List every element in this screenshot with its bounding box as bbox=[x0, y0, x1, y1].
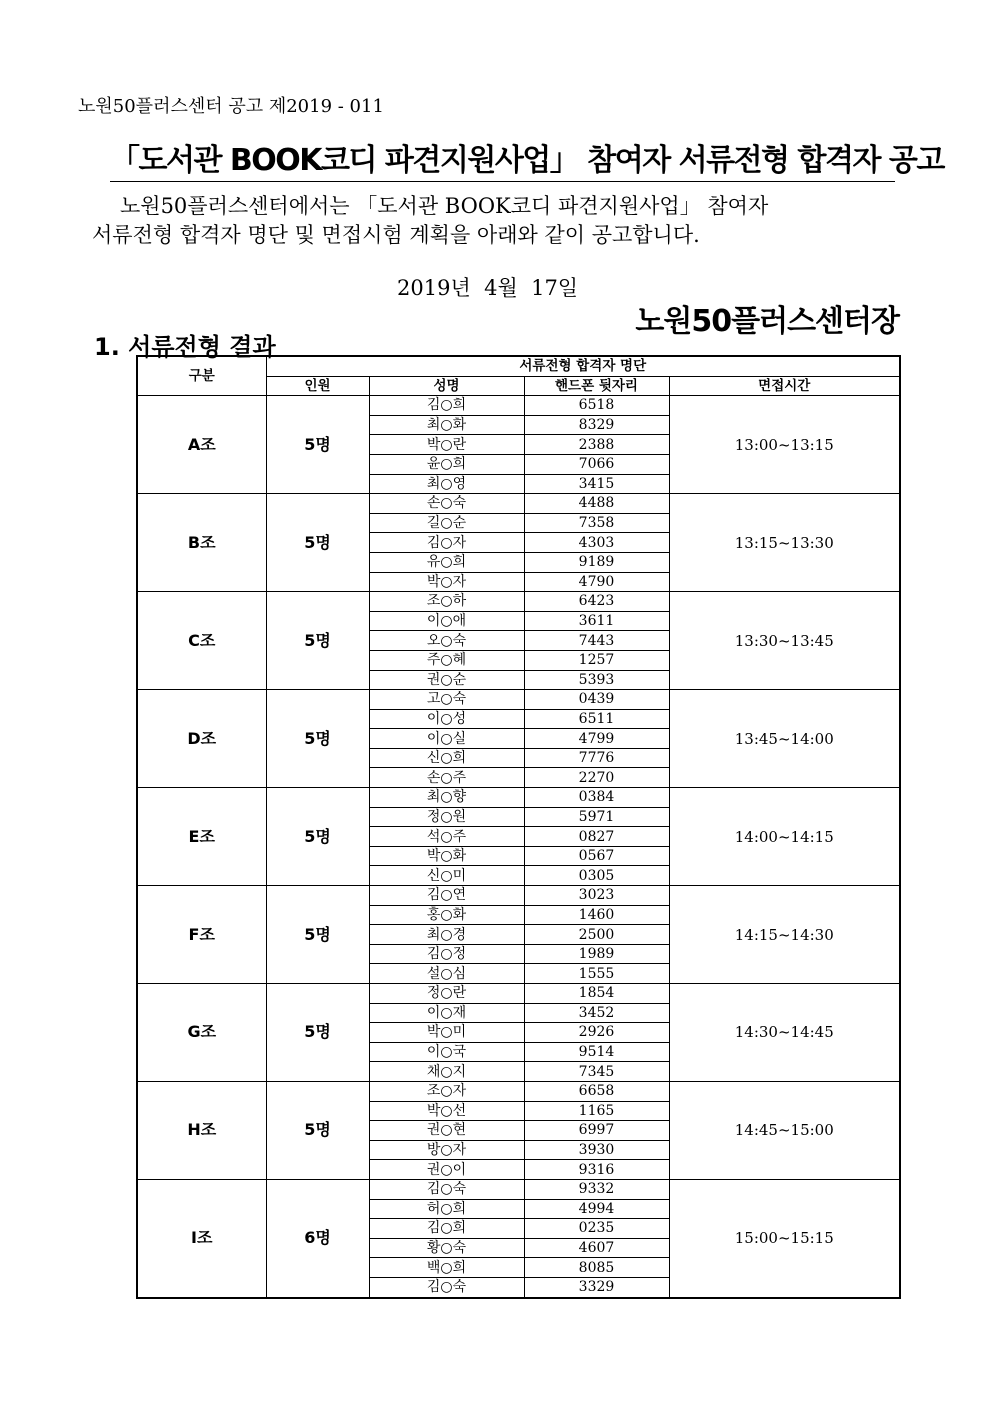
header-row bbox=[137, 356, 900, 376]
member-name: 김○숙 bbox=[369, 1277, 524, 1297]
member-name: 권○현 bbox=[369, 1121, 524, 1141]
member-phone: 7345 bbox=[524, 1062, 669, 1082]
member-phone: 1460 bbox=[524, 905, 669, 925]
member-name: 최○경 bbox=[369, 925, 524, 945]
header-time: 면접시간 bbox=[669, 376, 900, 396]
member-phone: 8329 bbox=[524, 415, 669, 435]
interview-time: 13:15~13:30 bbox=[669, 494, 900, 592]
member-phone: 9332 bbox=[524, 1179, 669, 1199]
member-name: 이○국 bbox=[369, 1042, 524, 1062]
member-phone: 0305 bbox=[524, 866, 669, 886]
member-name: 조○하 bbox=[369, 592, 524, 612]
member-phone: 0567 bbox=[524, 846, 669, 866]
member-name: 김○희 bbox=[369, 396, 524, 416]
member-phone: 9189 bbox=[524, 552, 669, 572]
header-group: 구분 bbox=[137, 356, 266, 396]
member-phone: 5971 bbox=[524, 807, 669, 827]
member-phone: 4790 bbox=[524, 572, 669, 592]
member-name: 최○향 bbox=[369, 788, 524, 808]
table-row bbox=[137, 1179, 900, 1199]
member-phone: 0439 bbox=[524, 690, 669, 710]
group-count: 5명 bbox=[266, 886, 369, 984]
group-label: D조 bbox=[137, 690, 266, 788]
intro-line-1: 노원50플러스센터에서는 「도서관 BOOK코디 파견지원사업」 참여자 bbox=[120, 194, 769, 218]
member-phone: 4303 bbox=[524, 533, 669, 553]
member-phone: 4488 bbox=[524, 494, 669, 514]
member-phone: 9316 bbox=[524, 1160, 669, 1180]
member-name: 박○미 bbox=[369, 1023, 524, 1043]
intro-paragraph bbox=[92, 192, 872, 250]
member-name: 허○희 bbox=[369, 1199, 524, 1219]
member-phone: 1165 bbox=[524, 1101, 669, 1121]
member-name: 이○성 bbox=[369, 709, 524, 729]
member-name: 신○미 bbox=[369, 866, 524, 886]
group-count: 6명 bbox=[266, 1179, 369, 1297]
table-row bbox=[137, 592, 900, 612]
member-phone: 6423 bbox=[524, 592, 669, 612]
signer: 노원50플러스센터장 bbox=[635, 304, 899, 339]
group-label: C조 bbox=[137, 592, 266, 690]
table-row bbox=[137, 690, 900, 710]
member-phone: 2270 bbox=[524, 768, 669, 788]
member-phone: 1854 bbox=[524, 984, 669, 1004]
group-label: B조 bbox=[137, 494, 266, 592]
group-label: E조 bbox=[137, 788, 266, 886]
page-title: 「도서관 BOOK코디 파견지원사업」 참여자 서류전형 합격자 공고 bbox=[110, 135, 895, 182]
member-name: 권○이 bbox=[369, 1160, 524, 1180]
member-name: 채○지 bbox=[369, 1062, 524, 1082]
member-phone: 1257 bbox=[524, 650, 669, 670]
member-name: 홍○화 bbox=[369, 905, 524, 925]
member-phone: 2926 bbox=[524, 1023, 669, 1043]
group-label: A조 bbox=[137, 396, 266, 494]
interview-time: 14:00~14:15 bbox=[669, 788, 900, 886]
table-row bbox=[137, 984, 900, 1004]
member-name: 고○숙 bbox=[369, 690, 524, 710]
member-phone: 3023 bbox=[524, 886, 669, 906]
member-phone: 5393 bbox=[524, 670, 669, 690]
member-name: 설○심 bbox=[369, 964, 524, 984]
member-phone: 7443 bbox=[524, 631, 669, 651]
member-phone: 4607 bbox=[524, 1238, 669, 1258]
group-label: I조 bbox=[137, 1179, 266, 1297]
header-span: 서류전형 합격자 명단 bbox=[266, 356, 900, 376]
results-table bbox=[136, 355, 901, 1299]
member-phone: 0827 bbox=[524, 827, 669, 847]
member-name: 이○애 bbox=[369, 611, 524, 631]
member-phone: 6511 bbox=[524, 709, 669, 729]
member-name: 김○숙 bbox=[369, 1179, 524, 1199]
member-phone: 3930 bbox=[524, 1140, 669, 1160]
member-phone: 0384 bbox=[524, 788, 669, 808]
member-name: 길○순 bbox=[369, 513, 524, 533]
interview-time: 13:45~14:00 bbox=[669, 690, 900, 788]
member-name: 주○혜 bbox=[369, 650, 524, 670]
member-name: 최○화 bbox=[369, 415, 524, 435]
member-name: 조○자 bbox=[369, 1081, 524, 1101]
table-row bbox=[137, 788, 900, 808]
member-name: 신○희 bbox=[369, 748, 524, 768]
group-count: 5명 bbox=[266, 494, 369, 592]
member-name: 손○주 bbox=[369, 768, 524, 788]
interview-time: 14:15~14:30 bbox=[669, 886, 900, 984]
section-title: 1. 서류전형 결과 bbox=[94, 333, 276, 361]
member-name: 정○란 bbox=[369, 984, 524, 1004]
interview-time: 13:00~13:15 bbox=[669, 396, 900, 494]
group-count: 5명 bbox=[266, 1081, 369, 1179]
group-label: G조 bbox=[137, 984, 266, 1082]
member-name: 박○화 bbox=[369, 846, 524, 866]
group-count: 5명 bbox=[266, 984, 369, 1082]
member-name: 석○주 bbox=[369, 827, 524, 847]
member-name: 방○자 bbox=[369, 1140, 524, 1160]
member-phone: 4799 bbox=[524, 729, 669, 749]
member-name: 정○원 bbox=[369, 807, 524, 827]
member-phone: 1555 bbox=[524, 964, 669, 984]
interview-time: 14:30~14:45 bbox=[669, 984, 900, 1082]
member-name: 최○영 bbox=[369, 474, 524, 494]
member-name: 백○희 bbox=[369, 1258, 524, 1278]
member-name: 김○희 bbox=[369, 1219, 524, 1239]
member-name: 박○란 bbox=[369, 435, 524, 455]
table-row bbox=[137, 396, 900, 416]
header-phone: 핸드폰 뒷자리 bbox=[524, 376, 669, 396]
member-phone: 1989 bbox=[524, 944, 669, 964]
interview-time: 13:30~13:45 bbox=[669, 592, 900, 690]
header-name: 성명 bbox=[369, 376, 524, 396]
member-phone: 6997 bbox=[524, 1121, 669, 1141]
member-phone: 4994 bbox=[524, 1199, 669, 1219]
member-name: 김○연 bbox=[369, 886, 524, 906]
member-name: 권○순 bbox=[369, 670, 524, 690]
member-name: 김○정 bbox=[369, 944, 524, 964]
member-phone: 3329 bbox=[524, 1277, 669, 1297]
member-phone: 3452 bbox=[524, 1003, 669, 1023]
member-phone: 6658 bbox=[524, 1081, 669, 1101]
group-count: 5명 bbox=[266, 690, 369, 788]
member-name: 박○자 bbox=[369, 572, 524, 592]
member-phone: 3611 bbox=[524, 611, 669, 631]
member-name: 김○자 bbox=[369, 533, 524, 553]
member-name: 황○숙 bbox=[369, 1238, 524, 1258]
member-name: 이○재 bbox=[369, 1003, 524, 1023]
interview-time: 15:00~15:15 bbox=[669, 1179, 900, 1297]
member-phone: 8085 bbox=[524, 1258, 669, 1278]
member-name: 박○선 bbox=[369, 1101, 524, 1121]
header-count: 인원 bbox=[266, 376, 369, 396]
member-phone: 9514 bbox=[524, 1042, 669, 1062]
member-phone: 7776 bbox=[524, 748, 669, 768]
table-row bbox=[137, 1081, 900, 1101]
group-count: 5명 bbox=[266, 788, 369, 886]
intro-line-2: 서류전형 합격자 명단 및 면접시험 계획을 아래와 같이 공고합니다. bbox=[92, 223, 700, 247]
member-name: 이○실 bbox=[369, 729, 524, 749]
group-label: H조 bbox=[137, 1081, 266, 1179]
member-name: 손○숙 bbox=[369, 494, 524, 514]
member-phone: 3415 bbox=[524, 474, 669, 494]
member-name: 윤○희 bbox=[369, 454, 524, 474]
group-label: F조 bbox=[137, 886, 266, 984]
group-count: 5명 bbox=[266, 396, 369, 494]
table-header bbox=[137, 356, 900, 396]
notice-number: 노원50플러스센터 공고 제2019 - 011 bbox=[78, 96, 384, 117]
member-phone: 6518 bbox=[524, 396, 669, 416]
member-name: 오○숙 bbox=[369, 631, 524, 651]
interview-time: 14:45~15:00 bbox=[669, 1081, 900, 1179]
member-phone: 2388 bbox=[524, 435, 669, 455]
table-row bbox=[137, 494, 900, 514]
member-phone: 7358 bbox=[524, 513, 669, 533]
group-count: 5명 bbox=[266, 592, 369, 690]
table-body bbox=[137, 396, 900, 1298]
member-phone: 0235 bbox=[524, 1219, 669, 1239]
notice-date: 2019년 4월 17일 bbox=[397, 276, 579, 300]
member-phone: 2500 bbox=[524, 925, 669, 945]
member-phone: 7066 bbox=[524, 454, 669, 474]
member-name: 유○희 bbox=[369, 552, 524, 572]
table-row bbox=[137, 886, 900, 906]
